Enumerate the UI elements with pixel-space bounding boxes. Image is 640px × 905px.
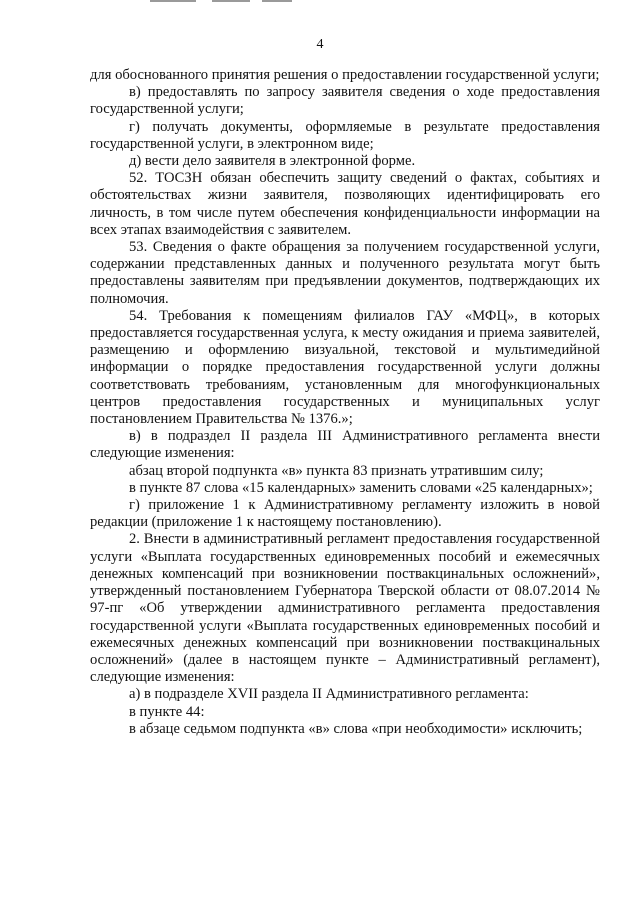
- paragraph: в) предоставлять по запросу заявителя сведения о ходе предоставления государственной услуги;: [90, 84, 600, 118]
- paragraph: г) приложение 1 к Административному регламенту изложить в новой редакции (приложение 1 к настоящему постановлению).: [90, 497, 600, 531]
- paragraph: в пункте 44:: [129, 703, 205, 720]
- paragraph: в) в подраздел II раздела III Административного регламента внести следующие изменения:: [90, 428, 600, 462]
- paragraph: а) в подразделе XVII раздела II Административного регламента:: [129, 686, 529, 703]
- paragraph: д) вести дело заявителя в электронной форме.: [129, 153, 416, 170]
- paragraph: 52. ТОСЗН обязан обеспечить защиту сведений о фактах, событиях и обстоятельствах жизни заявителя, позволяющих идентифицировать его личность, в том числе путем обеспечения конфиденциальности информации на всех этапах взаимодействия с заявителем.: [90, 170, 600, 238]
- page-number: 4: [316, 37, 324, 52]
- paragraph: 54. Требования к помещениям филиалов ГАУ «МФЦ», в которых предоставляется государственная услуга, к месту ожидания и приема заявителей, размещению и оформлению визуальной, текстовой и мультимедийной информации о порядке предоставления государственной услуги должны соответствовать требованиям, установленным для многофункциональных центров предоставления государственных и муниципальных услуг постановлением Правительства № 1376.»;: [90, 307, 600, 428]
- paragraph: г) получать документы, оформляемые в результате предоставления государственной услуги, в электронном виде;: [90, 118, 600, 152]
- scan-edge-marks: [150, 0, 310, 3]
- paragraph: 2. Внести в административный регламент предоставления государственной услуги «Выплата государственных единовременных пособий и ежемесячных денежных компенсаций при возникновении поствакцинальных осложнений», утвержденный постановлением Губернатора Тверской области от 08.07.2014 № 97-пг «Об утверждении административного регламента предоставления государственной услуги «Выплата государственных единовременных пособий и ежемесячных денежных компенсаций при возникновении поствакцинальных осложнений» (далее в настоящем пункте – Административный регламент), следующие изменения:: [90, 531, 600, 686]
- paragraph: в абзаце седьмом подпункта «в» слова «при необходимости» исключить;: [129, 720, 583, 737]
- document-body: [90, 67, 600, 738]
- paragraph: 53. Сведения о факте обращения за получением государственной услуги, содержании представленных данных и полученного результата могут быть предоставлены заявителям при предъявлении документов, подтверждающих их полномочия.: [90, 239, 600, 307]
- paragraph: абзац второй подпункта «в» пункта 83 признать утратившим силу;: [129, 462, 544, 479]
- paragraph: для обоснованного принятия решения о предоставлении государственной услуги;: [90, 67, 600, 83]
- paragraph: в пункте 87 слова «15 календарных» заменить словами «25 календарных»;: [129, 479, 593, 496]
